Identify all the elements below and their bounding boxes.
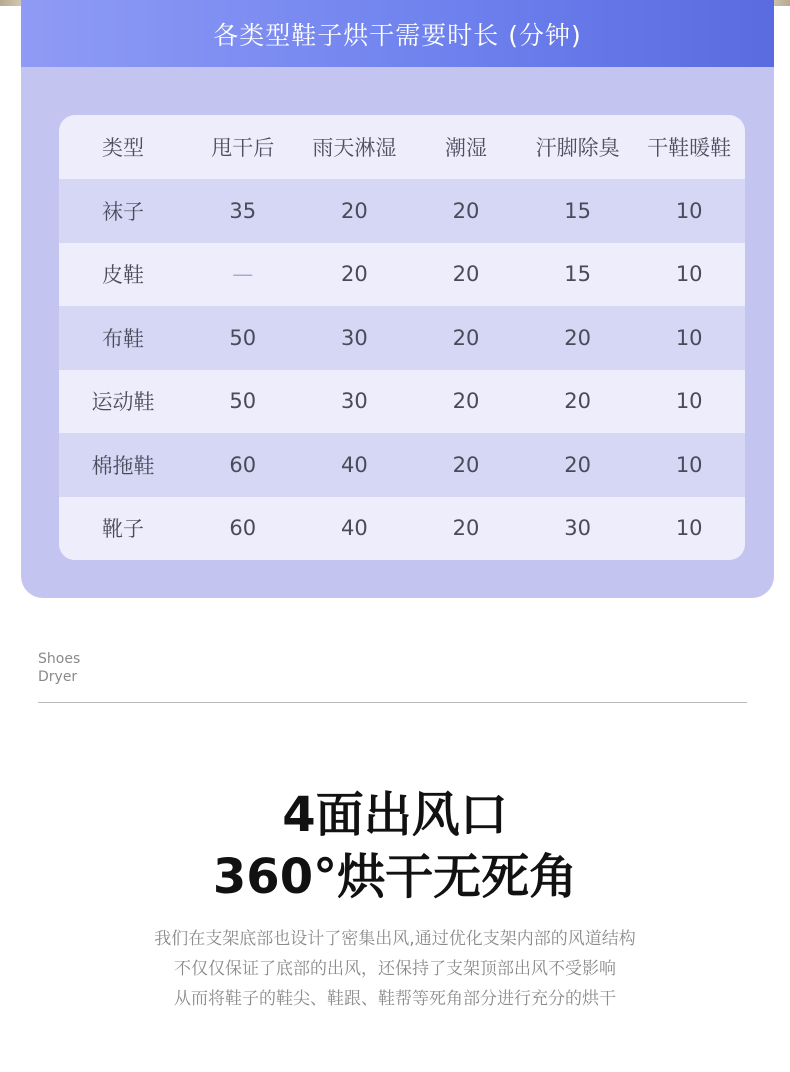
table-cell: 60 [187, 433, 299, 497]
description-line: 从而将鞋子的鞋尖、鞋跟、鞋帮等死角部分进行充分的烘干 [174, 989, 616, 1009]
table-cell: 20 [410, 179, 522, 243]
table-cell: 20 [299, 179, 411, 243]
table-header-row [59, 115, 745, 179]
table-cell: 20 [522, 370, 634, 434]
table-cell: 20 [410, 433, 522, 497]
section-divider [38, 702, 747, 703]
table-cell: 10 [633, 179, 745, 243]
table-cell: — [187, 243, 299, 307]
description-line: 我们在支架底部也设计了密集出风,通过优化支架内部的风道结构 [154, 929, 636, 949]
header-type: 类型 [102, 136, 144, 160]
table-cell: 20 [410, 243, 522, 307]
table-cell: 30 [299, 306, 411, 370]
table-cell: 10 [633, 497, 745, 561]
table-row [59, 306, 745, 370]
table-cell: 运动鞋 [59, 370, 187, 434]
table-cell: 60 [187, 497, 299, 561]
table-cell: 20 [410, 370, 522, 434]
drying-time-table [59, 115, 745, 560]
table-cell: 10 [633, 306, 745, 370]
header-rain-soaked: 雨天淋湿 [312, 136, 397, 160]
table-cell: 40 [299, 497, 411, 561]
table-cell: 10 [633, 433, 745, 497]
table-cell: 15 [522, 179, 634, 243]
table-cell: 20 [522, 306, 634, 370]
headline-line: 4面出风口 [282, 787, 508, 843]
table-cell: 50 [187, 306, 299, 370]
table-row [59, 243, 745, 307]
table-cell: 10 [633, 243, 745, 307]
table-cell: 30 [522, 497, 634, 561]
table-cell: 20 [299, 243, 411, 307]
headline-line: 360°烘干无死角 [212, 849, 578, 905]
table-cell: 50 [187, 370, 299, 434]
table-cell: 袜子 [59, 179, 187, 243]
table-cell: 10 [633, 370, 745, 434]
header-deodorize: 汗脚除臭 [535, 136, 620, 160]
table-cell: 20 [522, 433, 634, 497]
drying-time-card [21, 0, 774, 598]
description-line: 不仅仅保证了底部的出风，还保持了支架顶部出风不受影响 [174, 959, 616, 979]
table-cell: 皮鞋 [59, 243, 187, 307]
table-cell: 15 [522, 243, 634, 307]
table-cell: 20 [410, 497, 522, 561]
table-cell: 靴子 [59, 497, 187, 561]
section-label-line: Shoes [38, 651, 81, 667]
table-row [59, 370, 745, 434]
table-cell: 棉拖鞋 [59, 433, 187, 497]
drying-time-table-container [59, 115, 745, 560]
table-row [59, 497, 745, 561]
table-row [59, 179, 745, 243]
table-cell: 20 [410, 306, 522, 370]
table-cell: 布鞋 [59, 306, 187, 370]
table-cell: 30 [299, 370, 411, 434]
table-cell: 40 [299, 433, 411, 497]
section-label [38, 650, 80, 686]
header-warm-dry: 干鞋暖鞋 [647, 136, 732, 160]
header-after-spin: 甩干后 [211, 136, 275, 160]
section-label-line: Dryer [38, 669, 78, 685]
card-title: 各类型鞋子烘干需要时长 (分钟) [213, 20, 582, 50]
card-header [21, 0, 774, 67]
header-damp: 潮湿 [444, 136, 487, 160]
table-cell: 35 [187, 179, 299, 243]
table-row [59, 433, 745, 497]
